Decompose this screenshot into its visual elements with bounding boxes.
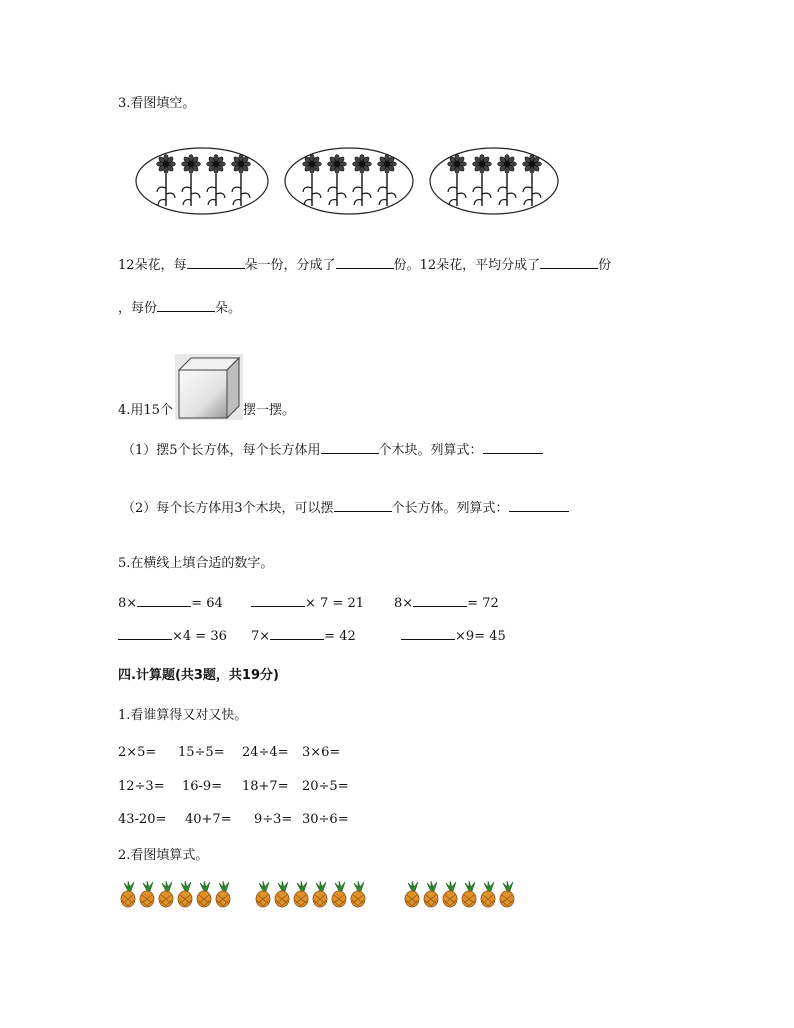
- pineapple-icon: [405, 881, 419, 907]
- calc-item: 18+7=: [242, 779, 289, 794]
- q4-item2: [122, 499, 569, 517]
- pineapple-icon: [256, 881, 270, 907]
- section-heading: 四.计算题(共3题，共19分): [118, 668, 279, 683]
- pineapple-icon: [121, 881, 135, 907]
- eq-text: = 64: [191, 596, 223, 611]
- blank-field[interactable]: [187, 256, 245, 269]
- equation: [118, 627, 227, 645]
- blank-field[interactable]: [251, 594, 305, 607]
- calc-item: 43-20=: [118, 812, 167, 827]
- q3-text-d: 份: [598, 258, 612, 273]
- eq-text: 8×: [118, 596, 138, 611]
- cube-block-icon: [175, 354, 243, 420]
- blank-field[interactable]: [270, 627, 324, 640]
- calc-item: 20÷5=: [302, 779, 349, 794]
- q3-text-a: 12朵花，每: [118, 258, 187, 273]
- flower-icon: [157, 155, 176, 206]
- pineapple-icon: [216, 881, 230, 907]
- eq-text: 8×: [394, 596, 414, 611]
- pineapple-icon: [159, 881, 173, 907]
- q4-title-b: 摆一摆。: [243, 403, 296, 418]
- q3-text-f: 朵。: [215, 301, 242, 316]
- equation: [251, 594, 364, 612]
- calc-item: 2×5=: [118, 745, 157, 760]
- eq-text: = 72: [467, 596, 499, 611]
- blank-field[interactable]: [509, 499, 569, 512]
- calc-item: 16-9=: [182, 779, 223, 794]
- eq-text: ×9= 45: [455, 629, 506, 644]
- pineapple-icon: [500, 881, 514, 907]
- calc-item: 9÷3=: [254, 812, 293, 827]
- flower-icon: [182, 155, 201, 206]
- q3-line1: [118, 256, 611, 274]
- q3-line2: [118, 299, 241, 317]
- calc-item: 3×6=: [302, 745, 341, 760]
- q3-text-e: ，每份: [118, 301, 158, 316]
- flower-icon: [473, 155, 492, 206]
- q4-item1-text-b: 个木块。列算式：: [378, 443, 483, 458]
- calc-item: 30÷6=: [302, 812, 349, 827]
- flower-icon: [448, 155, 467, 206]
- equation: [401, 627, 506, 645]
- calc-item: 40+7=: [185, 812, 232, 827]
- flower-icon: [328, 155, 347, 206]
- pineapple-icon: [118, 880, 538, 910]
- blank-field[interactable]: [118, 627, 172, 640]
- pineapple-icon: [294, 881, 308, 907]
- pineapple-icon: [443, 881, 457, 907]
- q4-item2-text-b: 个长方体。列算式：: [391, 501, 509, 516]
- blank-field[interactable]: [401, 627, 455, 640]
- blank-field[interactable]: [483, 441, 543, 454]
- pineapple-icon: [351, 881, 365, 907]
- q3-text-c: 份。12朵花，平均分成了: [393, 258, 541, 273]
- blank-field[interactable]: [540, 256, 598, 269]
- flower-icon: [353, 155, 372, 206]
- flower-icon: [523, 155, 542, 206]
- blank-field[interactable]: [321, 441, 379, 454]
- flower-groups-icon: [134, 144, 564, 218]
- equation: [118, 594, 223, 612]
- pineapple-icon: [481, 881, 495, 907]
- flower-icon: [303, 155, 322, 206]
- pineapple-icon: [178, 881, 192, 907]
- pineapple-icon: [424, 881, 438, 907]
- flower-icon: [232, 155, 251, 206]
- q3-title: 3.看图填空。: [118, 96, 196, 111]
- blank-field[interactable]: [137, 594, 191, 607]
- blank-field[interactable]: [334, 499, 392, 512]
- calc-item: 15÷5=: [178, 745, 225, 760]
- part1-title: 1.看谁算得又对又快。: [118, 708, 248, 723]
- eq-text: ×4 = 36: [172, 629, 227, 644]
- q4-title-a: 4.用15个: [118, 403, 173, 418]
- eq-text: × 7 = 21: [305, 596, 364, 611]
- q5-title: 5.在横线上填合适的数字。: [118, 556, 274, 571]
- q4-item1: [122, 441, 543, 459]
- blank-field[interactable]: [336, 256, 394, 269]
- blank-field[interactable]: [157, 299, 215, 312]
- equation: [251, 627, 356, 645]
- pineapple-icon: [197, 881, 211, 907]
- flower-icon: [498, 155, 517, 206]
- pineapple-icon: [332, 881, 346, 907]
- equation: [394, 594, 499, 612]
- part2-title: 2.看图填算式。: [118, 848, 209, 863]
- eq-text: 7×: [251, 629, 271, 644]
- calc-item: 24÷4=: [242, 745, 289, 760]
- pineapple-icon: [275, 881, 289, 907]
- blank-field[interactable]: [413, 594, 467, 607]
- q3-text-b: 朵一份，分成了: [244, 258, 336, 273]
- pineapple-icon: [140, 881, 154, 907]
- flower-icon: [378, 155, 397, 206]
- flower-icon: [207, 155, 226, 206]
- q4-item2-text-a: （2）每个长方体用3个木块，可以摆: [122, 501, 334, 516]
- q4-item1-text-a: （1）摆5个长方体，每个长方体用: [122, 443, 321, 458]
- pineapple-icon: [313, 881, 327, 907]
- calc-item: 12÷3=: [118, 779, 165, 794]
- eq-text: = 42: [324, 629, 356, 644]
- pineapple-icon: [462, 881, 476, 907]
